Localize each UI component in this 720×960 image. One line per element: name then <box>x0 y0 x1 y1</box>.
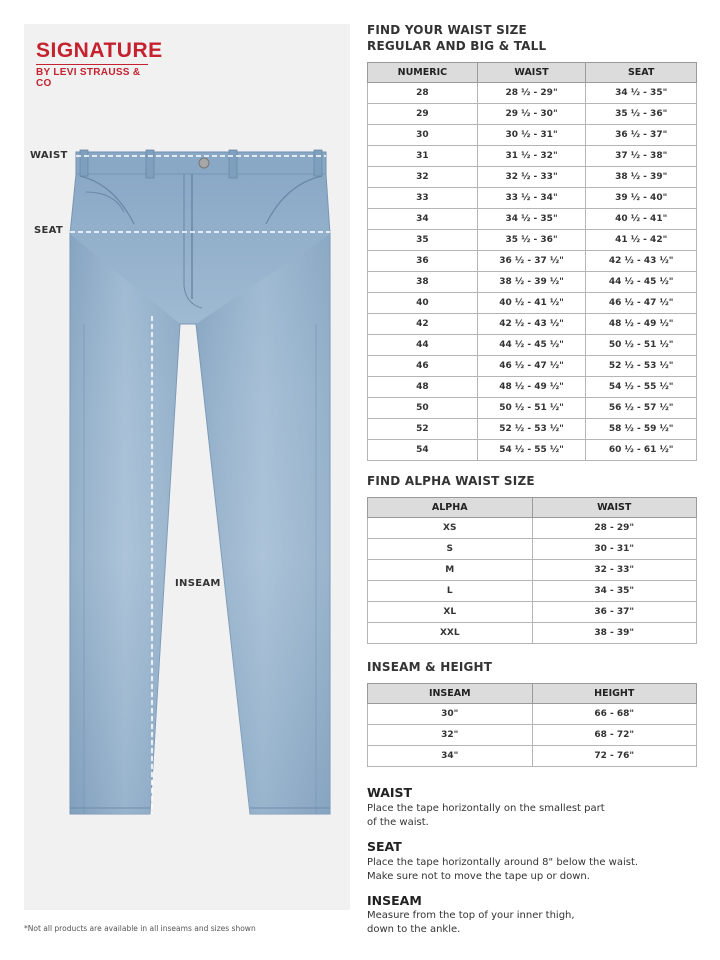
table-row <box>368 125 697 146</box>
table-cell: 40 ½ - 41" <box>586 209 697 230</box>
column-header: WAIST <box>532 498 697 518</box>
table-cell: 48 ½ - 49 ½" <box>477 377 586 398</box>
table-row <box>368 398 697 419</box>
table-cell: 44 ½ - 45 ½" <box>586 272 697 293</box>
table-row <box>368 602 697 623</box>
table-row <box>368 377 697 398</box>
table-cell: 52 <box>368 419 478 440</box>
seat-instruction-title: SEAT <box>367 839 402 854</box>
waist-size-table <box>367 62 697 461</box>
table-row <box>368 560 697 581</box>
table-row <box>368 167 697 188</box>
waist-measure-label: WAIST <box>30 150 68 161</box>
instruction-line: down to the ankle. <box>367 924 461 935</box>
inseam-height-heading: INSEAM & HEIGHT <box>367 660 493 674</box>
table-row <box>368 83 697 104</box>
table-cell: 28 <box>368 83 478 104</box>
waist-size-heading <box>367 22 546 54</box>
table-cell: 28 ½ - 29" <box>477 83 586 104</box>
table-cell: 31 <box>368 146 478 167</box>
table-cell: 50 ½ - 51 ½" <box>477 398 586 419</box>
availability-footnote: *Not all products are available in all inseams and sizes shown <box>24 924 256 933</box>
inseam-measure-label: INSEAM <box>175 578 221 589</box>
table-cell: L <box>368 581 533 602</box>
table-cell: 32 <box>368 167 478 188</box>
table-cell: 54 ½ - 55 ½" <box>477 440 586 461</box>
table-cell: 32" <box>368 725 533 746</box>
table-row <box>368 314 697 335</box>
table-cell: 36 - 37" <box>532 602 697 623</box>
table-cell: 46 ½ - 47 ½" <box>477 356 586 377</box>
alpha-size-heading: FIND ALPHA WAIST SIZE <box>367 474 535 488</box>
table-cell: 30" <box>368 704 533 725</box>
table-cell: 37 ½ - 38" <box>586 146 697 167</box>
column-header: INSEAM <box>368 684 533 704</box>
table-row <box>368 746 697 767</box>
table-cell: 34 <box>368 209 478 230</box>
table-row <box>368 539 697 560</box>
table-cell: 44 ½ - 45 ½" <box>477 335 586 356</box>
table-cell: 29 ½ - 30" <box>477 104 586 125</box>
table-row <box>368 272 697 293</box>
waist-heading-line1: FIND YOUR WAIST SIZE <box>367 23 527 37</box>
table-cell: 52 ½ - 53 ½" <box>477 419 586 440</box>
waist-heading-line2: REGULAR AND BIG & TALL <box>367 39 547 53</box>
table-row <box>368 419 697 440</box>
table-cell: 44 <box>368 335 478 356</box>
table-row <box>368 230 697 251</box>
table-cell: 28 - 29" <box>532 518 697 539</box>
table-cell: 68 - 72" <box>532 725 697 746</box>
table-cell: S <box>368 539 533 560</box>
alpha-size-table <box>367 497 697 644</box>
table-row <box>368 725 697 746</box>
table-row <box>368 146 697 167</box>
table-cell: 56 ½ - 57 ½" <box>586 398 697 419</box>
table-cell: 54 ½ - 55 ½" <box>586 377 697 398</box>
table-row <box>368 518 697 539</box>
table-cell: 32 ½ - 33" <box>477 167 586 188</box>
table-cell: 35 ½ - 36" <box>477 230 586 251</box>
table-row <box>368 440 697 461</box>
table-cell: 39 ½ - 40" <box>586 188 697 209</box>
table-cell: 48 ½ - 49 ½" <box>586 314 697 335</box>
table-cell: 48 <box>368 377 478 398</box>
table-cell: 30 - 31" <box>532 539 697 560</box>
table-row <box>368 209 697 230</box>
table-cell: 35 <box>368 230 478 251</box>
table-cell: 54 <box>368 440 478 461</box>
table-cell: 38 <box>368 272 478 293</box>
table-cell: 38 ½ - 39 ½" <box>477 272 586 293</box>
table-cell: 34 ½ - 35" <box>586 83 697 104</box>
instruction-line: Place the tape horizontally around 8" below the waist. <box>367 857 639 868</box>
table-cell: 38 - 39" <box>532 623 697 644</box>
table-cell: 50 ½ - 51 ½" <box>586 335 697 356</box>
seat-measure-label: SEAT <box>34 225 64 236</box>
table-row <box>368 251 697 272</box>
table-cell: 35 ½ - 36" <box>586 104 697 125</box>
table-cell: 33 ½ - 34" <box>477 188 586 209</box>
seat-instruction-text <box>367 856 697 884</box>
table-cell: 46 <box>368 356 478 377</box>
instruction-line: Make sure not to move the tape up or down. <box>367 871 590 882</box>
table-row <box>368 335 697 356</box>
column-header: NUMERIC <box>368 63 478 83</box>
table-header-row <box>368 63 697 83</box>
table-cell: 36 ½ - 37 ½" <box>477 251 586 272</box>
instruction-line: Place the tape horizontally on the smallest part <box>367 803 605 814</box>
table-cell: 34" <box>368 746 533 767</box>
table-cell: 29 <box>368 104 478 125</box>
table-cell: 30 <box>368 125 478 146</box>
table-cell: 36 <box>368 251 478 272</box>
table-header-row <box>368 684 697 704</box>
table-cell: 34 - 35" <box>532 581 697 602</box>
table-header-row <box>368 498 697 518</box>
table-cell: 30 ½ - 31" <box>477 125 586 146</box>
table-cell: 58 ½ - 59 ½" <box>586 419 697 440</box>
instruction-line: of the waist. <box>367 817 429 828</box>
table-cell: 38 ½ - 39" <box>586 167 697 188</box>
column-header: WAIST <box>477 63 586 83</box>
inseam-instruction-title: INSEAM <box>367 893 422 908</box>
table-cell: 41 ½ - 42" <box>586 230 697 251</box>
table-cell: XXL <box>368 623 533 644</box>
table-cell: XS <box>368 518 533 539</box>
table-cell: 33 <box>368 188 478 209</box>
table-cell: 32 - 33" <box>532 560 697 581</box>
jeans-illustration <box>24 24 350 910</box>
column-header: ALPHA <box>368 498 533 518</box>
table-cell: 31 ½ - 32" <box>477 146 586 167</box>
table-cell: 34 ½ - 35" <box>477 209 586 230</box>
product-image-panel <box>24 24 350 910</box>
table-cell: 72 - 76" <box>532 746 697 767</box>
table-cell: M <box>368 560 533 581</box>
table-cell: 40 ½ - 41 ½" <box>477 293 586 314</box>
table-cell: 50 <box>368 398 478 419</box>
column-header: SEAT <box>586 63 697 83</box>
table-cell: 52 ½ - 53 ½" <box>586 356 697 377</box>
table-cell: 66 - 68" <box>532 704 697 725</box>
waist-instruction-text <box>367 802 697 830</box>
table-cell: 40 <box>368 293 478 314</box>
table-row <box>368 356 697 377</box>
table-cell: 46 ½ - 47 ½" <box>586 293 697 314</box>
brand-title: SIGNATURE <box>36 39 163 62</box>
instruction-line: Measure from the top of your inner thigh, <box>367 910 575 921</box>
brand-subtitle: BY LEVI STRAUSS & CO <box>36 67 141 89</box>
table-row <box>368 188 697 209</box>
table-cell: 42 <box>368 314 478 335</box>
column-header: HEIGHT <box>532 684 697 704</box>
table-cell: 42 ½ - 43 ½" <box>477 314 586 335</box>
inseam-instruction-text <box>367 909 697 937</box>
table-cell: XL <box>368 602 533 623</box>
table-row <box>368 581 697 602</box>
table-row <box>368 293 697 314</box>
table-row <box>368 704 697 725</box>
waist-instruction-title: WAIST <box>367 785 413 800</box>
inseam-height-table <box>367 683 697 767</box>
table-row <box>368 104 697 125</box>
table-cell: 60 ½ - 61 ½" <box>586 440 697 461</box>
table-cell: 36 ½ - 37" <box>586 125 697 146</box>
table-cell: 42 ½ - 43 ½" <box>586 251 697 272</box>
table-row <box>368 623 697 644</box>
